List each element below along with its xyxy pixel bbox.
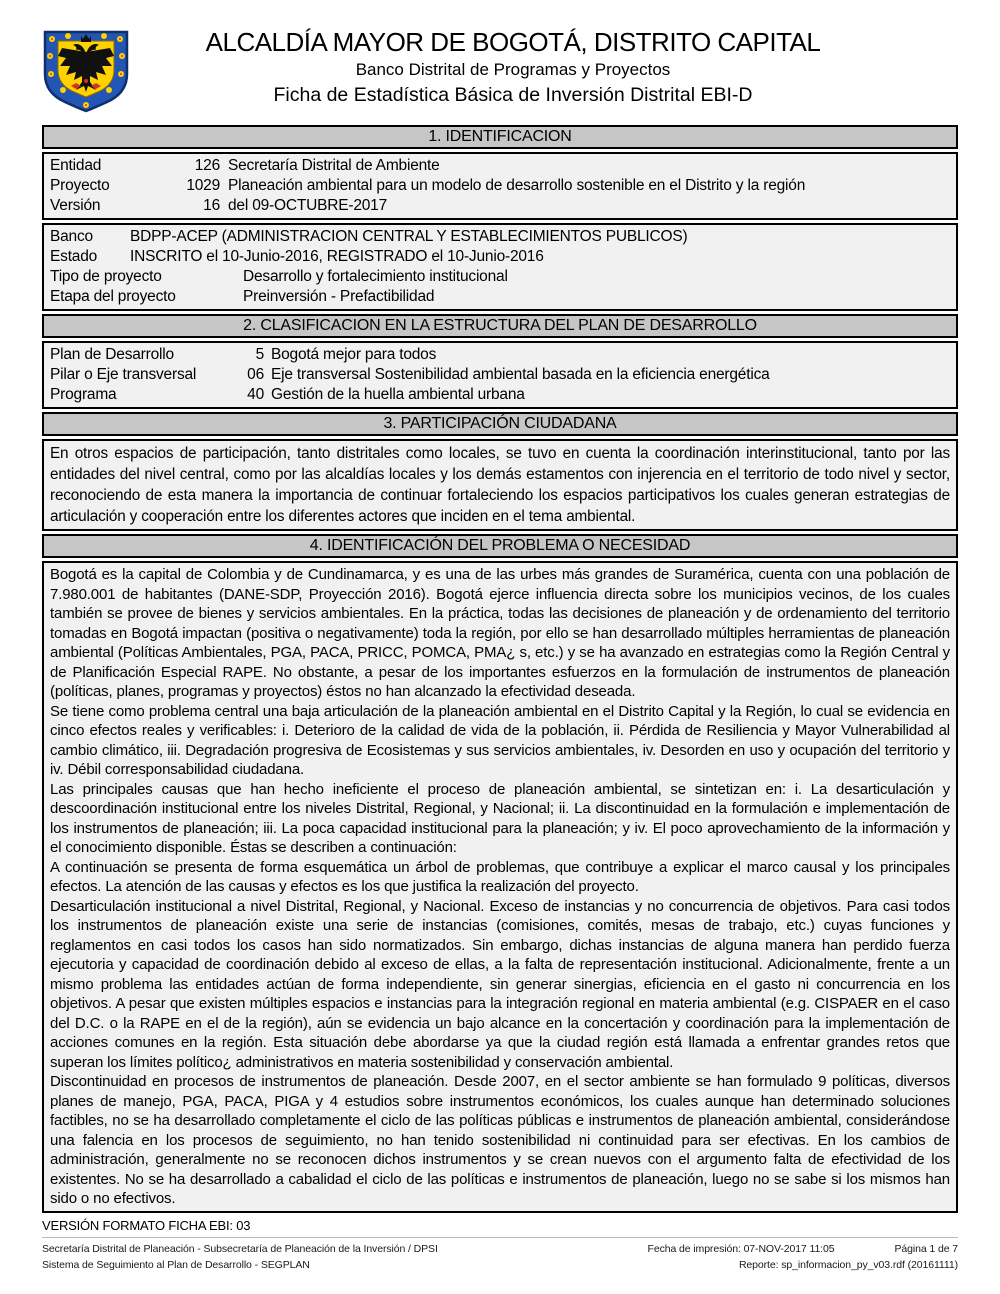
report-name: Reporte: sp_informacion_py_v03.rdf (20161111) (738, 1258, 958, 1271)
estado-value: INSCRITO el 10-Junio-2016, REGISTRADO el 10-Junio-2016 (130, 248, 544, 265)
row-plan-desarrollo (50, 345, 950, 365)
section-participacion (42, 412, 958, 531)
row-etapa-proyecto (50, 287, 950, 307)
section1-box-a (42, 152, 958, 220)
participacion-text: En otros espacios de participación, tanto distritales como locales, se tuvo en cuenta la coordinación interinstitucional, tanto por las entidades del nivel central, como por las alcaldías locales y los demás estamentos con injerencia en el territorio de todo nivel y sector, reconociendo de esta manera la importancia de continuar fortaleciendo los espacios participativos los cuales generan estrategias de articulación y cooperación entre los diferentes actores que inciden en el tema ambiental. (50, 445, 950, 525)
document-footer (42, 1218, 958, 1273)
section1-box-b (42, 223, 958, 311)
coat-of-arms-icon (38, 28, 134, 114)
problema-paragraph-2: Se tiene como problema central una baja articulación de la planeación ambiental en el Distrito Capital y la Región, lo cual se evidencia en cinco efectos reales y verificables: i. Deterioro de la calidad de vida de la población, ii. Pérdida de Resiliencia y Mayor Vulnerabilidad al cambio climático, iii. Degradación progresiva de Ecosistemas y sus servicios ambientales, iv. Desorden en uso y ocupación del territorio y iv. Débil corresponsabilidad ciudadana. (50, 702, 950, 778)
section3-box (42, 439, 958, 531)
row-programa (50, 385, 950, 405)
section-identificacion (42, 125, 958, 311)
proyecto-label: Proyecto (50, 177, 110, 194)
section1-header: 1. IDENTIFICACION (42, 125, 958, 149)
section-problema (42, 534, 958, 1213)
row-estado (50, 247, 950, 267)
version-number: 16 (203, 197, 220, 214)
footer-system-line: Sistema de Seguimiento al Plan de Desarrollo - SEGPLAN (42, 1258, 310, 1271)
document-titles (138, 26, 958, 109)
tipo-proyecto-label: Tipo de proyecto (50, 268, 162, 285)
version-date: del 09-OCTUBRE-2017 (228, 197, 388, 214)
problema-paragraph-3: Las principales causas que han hecho ineficiente el proceso de planeación ambiental, se sintetizan en: i. La desarticulación y descoordinación institucional entre los niveles Distrital, Regional, y Nacional; ii. La discontinuidad en la formulación e implementación de los instrumentos de planeación; iii. La poca capacidad institucional para la planeación; y iv. El poco aprovechamiento de la información y el conocimiento disponible. Éstas se describen a continuación: (50, 780, 950, 856)
format-version-label: VERSIÓN FORMATO FICHA EBI: 03 (42, 1217, 251, 1233)
programa-code: 40 (247, 386, 264, 403)
proyecto-value: Planeación ambiental para un modelo de desarrollo sostenible en el Distrito y la región (228, 177, 806, 194)
etapa-proyecto-label: Etapa del proyecto (50, 288, 176, 305)
tipo-proyecto-value: Desarrollo y fortalecimiento institucional (243, 268, 508, 285)
row-pilar-eje (50, 365, 950, 385)
page-title: ALCALDÍA MAYOR DE BOGOTÁ, DISTRITO CAPITAL (205, 27, 821, 57)
problema-paragraph-4: A continuación se presenta de forma esquemática un árbol de problemas, que contribuye a explicar el marco causal y los principales efectos. La atención de las causas y efectos es los que justifica la realización del proyecto. (50, 858, 950, 895)
entidad-label: Entidad (50, 157, 102, 174)
banco-label: Banco (50, 228, 93, 245)
plan-desarrollo-value: Bogotá mejor para todos (271, 346, 437, 363)
problema-paragraph-5: Desarticulación institucional a nivel Distrital, Regional, y Nacional. Exceso de instancias y no concurrencia de objetivos. Para casi todos los instrumentos de planeación existe una serie de instancias (comisiones, comités, mesas de trabajo, etc.) cuyas funciones y reglamentos en casi todos los casos han sido normatizados. Sin embargo, dichas instancias de alguna manera han perdido fuerza ejecutoria y capacidad de coordinación debido al exceso de ellas, a la falta de representación institucional. Adicionalmente, frente a un mismo problema las entidades actúan de forma independiente, sin generar sinergias, eficiencia en el gasto ni concurrencia en los objetivos. A pesar que existen múltiples espacios e instancias para la integración regional en materia ambiental (e.g. CISPAER en el caso del D.C. o la RAPE en el de la región), aún se evidencia un bajo alcance en la concertación y coordinación para la implementación de acciones comunes en la región. Esta situación debe abordarse ya que la ciudad región está llamada a enfrentar grandes retos que superan los límites político¿ administrativos en materia sostenibilidad y conservación ambiental. (50, 897, 950, 1071)
footer-left-column (42, 1241, 648, 1273)
etapa-proyecto-value: Preinversión - Prefactibilidad (243, 288, 435, 305)
entidad-code: 126 (194, 157, 220, 174)
pilar-eje-value: Eje transversal Sostenibilidad ambiental basada en la eficiencia energética (271, 366, 770, 383)
section3-header: 3. PARTICIPACIÓN CIUDADANA (42, 412, 958, 436)
bogota-coat-of-arms-logo (38, 26, 138, 119)
section4-header: 4. IDENTIFICACIÓN DEL PROBLEMA O NECESIDAD (42, 534, 958, 558)
footer-print-row (648, 1241, 958, 1257)
row-proyecto (50, 176, 950, 196)
page-subtitle-bank: Banco Distrital de Programas y Proyectos (355, 60, 671, 79)
pilar-eje-label: Pilar o Eje transversal (50, 366, 197, 383)
banco-value: BDPP-ACEP (ADMINISTRACION CENTRAL Y ESTABLECIMIENTOS PUBLICOS) (130, 228, 688, 245)
footer-divider (42, 1237, 958, 1238)
version-label: Versión (50, 197, 101, 214)
section-clasificacion (42, 314, 958, 409)
problema-paragraph-6: Discontinuidad en procesos de instrumentos de planeación. Desde 2007, en el sector ambiente se han formulado 9 políticas, diversos planes de manejo, PGA, PACA, PIGA y 4 estudios sobre instrumentos económicos, los cuales aunque han determinado soluciones factibles, no se ha desarrollado completamente el ciclo de las políticas públicas e instrumentos de planeación ambiental, considerándose una falencia en los procesos de seguimiento, no han tenido sostenibilidad ni continuidad para ser efectivas. En los cambios de administración, generalmente no se reconocen dichos instrumentos y se crean nuevos con el argumento falta de efectividad de los existentes. No se ha desarrollado a cabalidad el ciclo de las políticas e instrumentos de planeación, luego no se sabe si los mismos han sido o no efectivos. (50, 1073, 950, 1207)
footer-right-column (648, 1241, 958, 1273)
footer-credits (42, 1241, 958, 1273)
plan-desarrollo-label: Plan de Desarrollo (50, 346, 174, 363)
entidad-value: Secretaría Distrital de Ambiente (228, 157, 440, 174)
document-header (38, 26, 958, 119)
programa-label: Programa (50, 386, 117, 403)
proyecto-code: 1029 (186, 177, 220, 194)
row-version (50, 196, 950, 216)
footer-entity-line: Secretaría Distrital de Planeación - Subsecretaría de Planeación de la Inversión / DPSI (42, 1242, 438, 1255)
programa-value: Gestión de la huella ambiental urbana (271, 386, 525, 403)
row-tipo-proyecto (50, 267, 950, 287)
estado-label: Estado (50, 248, 98, 265)
pilar-eje-code: 06 (247, 366, 264, 383)
row-entidad (50, 156, 950, 176)
section2-box (42, 341, 958, 409)
plan-desarrollo-code: 5 (255, 346, 264, 363)
section4-box (42, 561, 958, 1213)
problema-paragraph-1: Bogotá es la capital de Colombia y de Cundinamarca, y es una de las urbes más grandes de Suramérica, cuenta con una población de 7.980.001 de habitantes (DANE-SDP, Proyección 2016). Bogotá ejerce influencia directa sobre los municipios vecinos, de los cuales también se provee de bienes y servicios ambientales. En la práctica, todas las decisiones de planeación y de ordenamiento del territorio tomadas en Bogotá impactan (positiva o negativamente) toda la región, por ello se han desarrollado múltiples herramientas de planeación ambiental (Políticas Ambientales, PGA, PACA, PRICC, POMCA, PMA¿ s, etc.) y se ha avanzado en estrategias como la Región Central y de Planificación Especial RAPE. No obstante, a pesar de los importantes esfuerzos en la formulación de instrumentos de planeación (políticas, planes, programas y proyectos) éstos no han alcanzado la efectividad deseada. (50, 566, 950, 700)
print-date: Fecha de impresión: 07-NOV-2017 11:05 (647, 1242, 835, 1255)
problema-text (50, 565, 950, 1209)
section2-header: 2. CLASIFICACION EN LA ESTRUCTURA DEL PLAN DE DESARROLLO (42, 314, 958, 338)
page-number: Página 1 de 7 (894, 1242, 958, 1255)
row-banco (50, 227, 950, 247)
page-subtitle-ficha: Ficha de Estadística Básica de Inversión Distrital EBI-D (273, 84, 753, 106)
